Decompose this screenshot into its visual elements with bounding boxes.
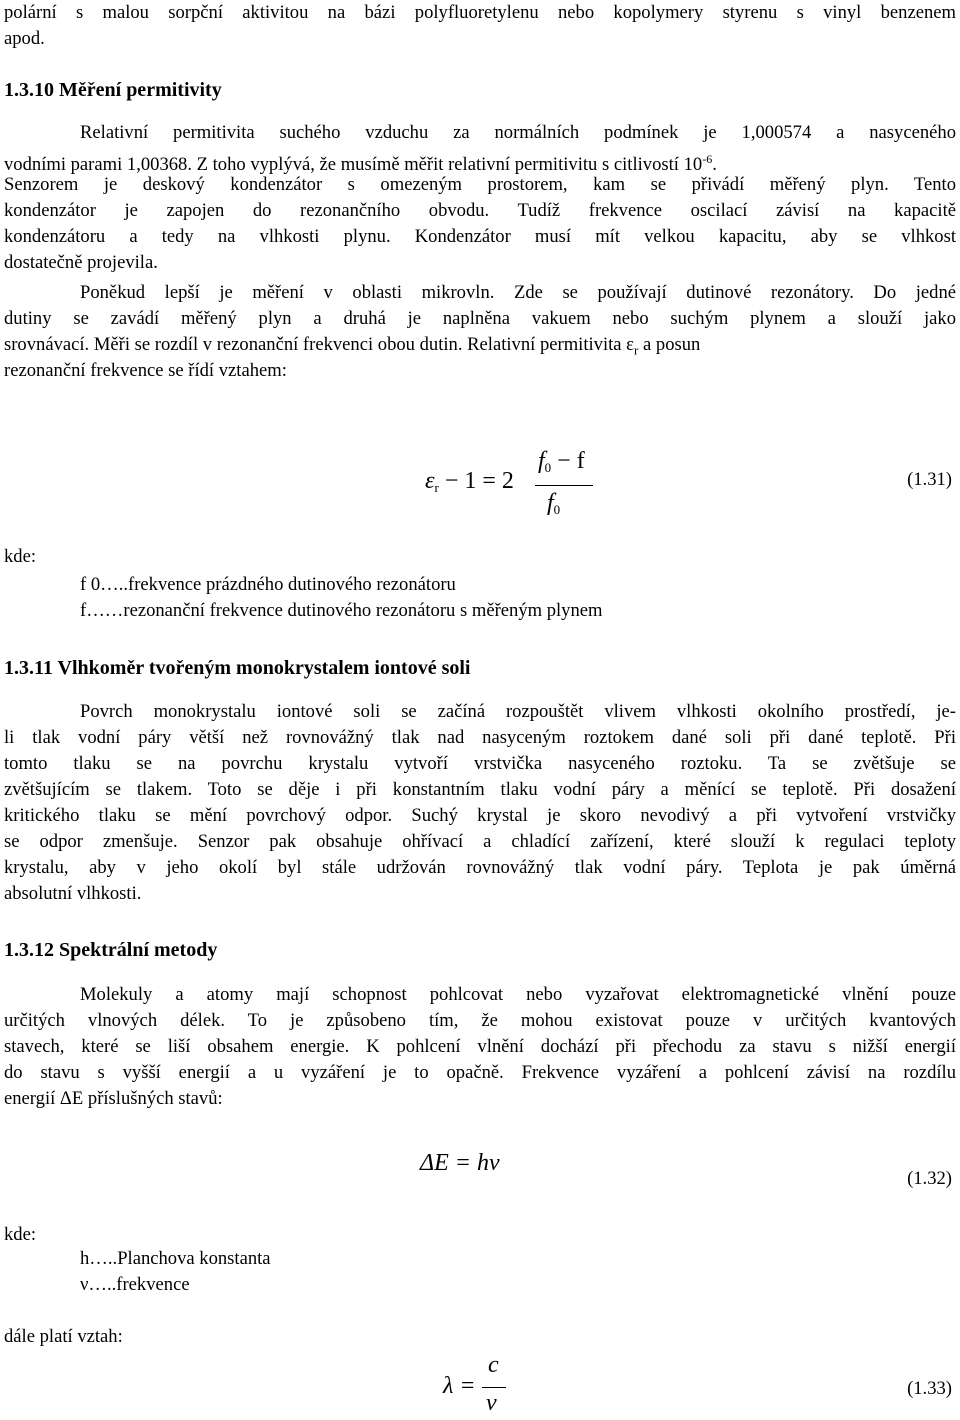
paragraph-line: tomto tlaku se na povrchu krystalu vytvoří vrstvička nasyceného roztoku. Ta se zvětšuje se	[4, 753, 956, 774]
section-heading: 1.3.11 Vlhkoměr tvořeným monokrystalem iontové soli	[4, 657, 471, 679]
paragraph-line: zvětšujícím se tlakem. Toto se děje i při konstantním tlaku vodní páry a měnící se teplotě. Při dosažení	[4, 779, 956, 800]
paragraph-line: srovnávací. Měři se rozdíl v rezonanční frekvenci obou dutin. Relativní permitivita $\varepsilon_r$ a posun	[4, 334, 701, 358]
definition-line: f……rezonanční frekvence dutinového rezonátoru s měřeným plynem	[80, 600, 603, 621]
paragraph-line: li tlak vodní páry větší než rovnovážný tlak nad nasyceným roztokem dané soli při dané teplotě. Při	[4, 727, 956, 748]
paragraph-line: dostatečně projevila.	[4, 252, 158, 273]
paragraph-line: Poněkud lepší je měření v oblasti mikrovln. Zde se používají dutinové rezonátory. Do jedné	[80, 282, 956, 303]
paragraph-line: polární s malou sorpční aktivitou na bázi polyfluoretylenu nebo kopolymery styrenu s vinyl benzenem	[4, 2, 956, 23]
equation-number: (1.33)	[907, 1378, 952, 1399]
paragraph-line: energií ΔE příslušných stavů:	[4, 1088, 223, 1109]
paragraph-line: do stavu s vyšší energií a u vyzáření je to opačně. Frekvence vyzáření a pohlcení závisí na rozdílu	[4, 1062, 956, 1083]
document-page: polární s malou sorpční aktivitou na bázi polyfluoretylenu nebo kopolymery styrenu s vinyl benzenem apod. 1.3.10 Měření permitivity Relativní permitivita suchého vzduchu za normálních podmínek je 1,000574 a nasyceného vodními parami 1,00368. Z toho vyplývá, že musímě měřit relativní permitivitu s citlivostí $10^{-6}$. Senzorem je deskový kondenzátor s omezeným prostorem, kam se přivádí měřený plyn. Tento kondenzátor je zapojen do rezonančního obvodu. Tudíž frekvence oscilací závisí na kapacitě kondenzátoru a tedy na vlhkosti plynu. Kondenzátor musí mít velkou kapacitu, aby se vlhkost dostatečně projevila. Poněkud lepší je měření v oblasti mikrovln. Zde se používají dutinové rezonátory. Do jedné dutiny se zavádí měřený plyn a druhá je naplněna vakuem nebo suchým plynem a slouží jako srovnávací. Měři se rozdíl v rezonanční frekvenci obou dutin. Relativní permitivita $\varepsilon_r$ a posun rezonanční frekvence se řídí vztahem: $\varepsilon_r - 1 = 2$ $f_0 - f$ $f_0$ (1.31) kde: f 0…..frekvence prázdného dutinového rezonátoru f……rezonanční frekvence dutinového rezonátoru s měřeným plynem 1.3.11 Vlhkoměr tvořeným monokrystalem iontové soli Povrch monokrystalu iontové soli se začíná rozpouštět vlivem vlhkosti okolního prostředí, je- li tlak vodní páry větší než rovnovážný tlak nad nasyceným roztokem dané soli při dané teplotě. Při tomto tlaku se na povrchu krystalu vytvoří vrstvička nasyceného roztoku. Ta se zvětšuje se zvětšujícím se tlakem. Toto se děje i při konstantním tlaku vodní páry a měnící se teplotě. Při dosažení kritického tlaku se mění povrchový odpor. Suchý krystal je skoro nevodivý a při vytvoření vrstvičky se odpor zmenšuje. Senzor pak obsahuje ohřívací a chladící zařízení, které slouží k regulaci teploty krystalu, aby v jeho okolí byl stále udržován rovnovážný tlak vodní páry. Teplota je pak úměrná absolutní vlhkosti. 1.3.12 Spektrální metody Molekuly a atomy mají schopnost pohlcovat nebo vyzařovat elektromagnetické vlnění pouze určitých vlnových délek. To je způsobeno tím, že mohou existovat pouze v určitých kvantových stavech, které se liší obsahem energie. K pohlcení vlnění dochází při přechodu za stavu s nižší energií do stavu s vyšší energií a u vyzáření je to opačně. Frekvence vyzáření a pohlcení závisí na rozdílu energií ΔE příslušných stavů: ΔE = hν (1.32) kde: h…..Planchova konstanta ν…..frekvence dále platí vztah: λ = c ν (1.33)	[4, 2, 956, 1416]
paragraph-line: kondenzátor je zapojen do rezonančního obvodu. Tudíž frekvence oscilací závisí na kapacitě	[4, 200, 956, 221]
paragraph-line: rezonanční frekvence se řídí vztahem:	[4, 360, 287, 381]
kde-label: kde:	[4, 546, 37, 567]
equation-number: (1.32)	[907, 1168, 952, 1189]
paragraph-line: dále platí vztah:	[4, 1326, 123, 1347]
paragraph-line: absolutní vlhkosti.	[4, 883, 142, 904]
paragraph-line: kondenzátoru a tedy na vlhkosti plynu. Kondenzátor musí mít velkou kapacitu, aby se vlhkost	[4, 226, 956, 247]
section-heading: 1.3.12 Spektrální metody	[4, 939, 218, 961]
paragraph-line: krystalu, aby v jeho okolí byl stále udržován rovnovážný tlak vodní páry. Teplota je pak úměrná	[4, 857, 956, 878]
paragraph-line: apod.	[4, 28, 45, 49]
paragraph-line: kritického tlaku se mění povrchový odpor. Suchý krystal je skoro nevodivý a při vytvoření vrstvičky	[4, 805, 956, 826]
equation-number: (1.31)	[907, 469, 952, 490]
section-heading: 1.3.10 Měření permitivity	[4, 79, 222, 101]
paragraph-line: určitých vlnových délek. To je způsobeno tím, že mohou existovat pouze v určitých kvantových	[4, 1010, 956, 1031]
paragraph-line: dutiny se zavádí měřený plyn a druhá je naplněna vakuem nebo suchým plynem a slouží jako	[4, 308, 956, 329]
definition-line: f 0…..frekvence prázdného dutinového rezonátoru	[80, 574, 456, 595]
definition-line: h…..Planchova konstanta	[80, 1248, 271, 1269]
paragraph-line: se odpor zmenšuje. Senzor pak obsahuje ohřívací a chladící zařízení, které slouží k regulaci teploty	[4, 831, 956, 852]
equation-1-32: ΔE = hν	[420, 1150, 500, 1176]
paragraph-line: vodními parami 1,00368. Z toho vyplývá, že musímě měřit relativní permitivitu s citlivostí $10^{-6}$.	[4, 152, 717, 176]
kde-label: kde:	[4, 1224, 37, 1245]
paragraph-line: stavech, které se liší obsahem energie. K pohlcení vlnění dochází při přechodu za stavu s nižší energií	[4, 1036, 956, 1057]
definition-line: ν…..frekvence	[80, 1274, 190, 1295]
paragraph-line: Relativní permitivita suchého vzduchu za normálních podmínek je 1,000574 a nasyceného	[80, 122, 956, 143]
paragraph-line: Povrch monokrystalu iontové soli se začíná rozpouštět vlivem vlhkosti okolního prostředí, je-	[80, 701, 956, 722]
paragraph-line: Molekuly a atomy mají schopnost pohlcovat nebo vyzařovat elektromagnetické vlnění pouze	[80, 984, 956, 1005]
paragraph-line: Senzorem je deskový kondenzátor s omezeným prostorem, kam se přivádí měřený plyn. Tento	[4, 174, 956, 195]
